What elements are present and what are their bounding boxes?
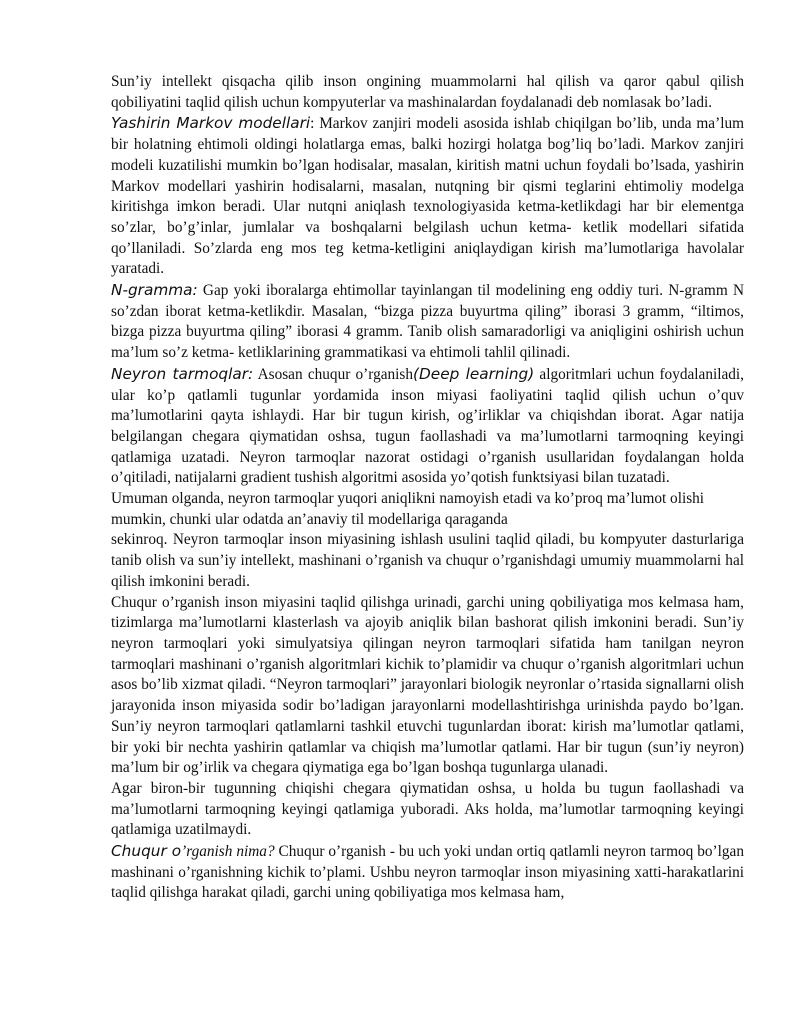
markov-paragraph [111,113,744,280]
intro-text: Sun’iy intellekt qisqacha qilib inson ongining muammolarni hal qilish va qaror qabul qilish qobiliyatini taqlid qilish uchun kompyuterlar va mashinalardan foydalanadi deb nomlasak bo’ladi. [111,73,744,111]
ngram-heading: N-gramma: [111,281,198,300]
deep-learning-paragraph [111,593,744,779]
general-paragraph [111,489,744,530]
what-is-deep-learning-paragraph [111,841,744,904]
deep-learning-term: (Deep learning) [413,364,535,383]
markov-text: : Markov zanjiri modeli asosida ishlab chiqilgan bo’lib, unda ma’lum bir holatning ehtimoli oldingi holatlarga emas, balki hozirgi holatga bog’liq bo’ladi. Markov zanjiri modeli kuzatilishi mumkin bo’lgan hodisalar, masalan, kiritish matni uchun foydali bo’lsada, yashirin Markov modellari yashirin hodisalarni, masalan, nutqning bir qismi teglarini ehtimoliy modelga kiritishga imkon beradi. Ular nutqni aniqlash texnologiyasida ketma-ketlikdagi har bir elementga so’zlar, bo’g’inlar, jumlalar va boshqalarni belgilash uchun ketma- ketlik modellari sifatida qo’llaniladi. So’zlarda eng mos teg ketma-ketligini aniqlaydigan kirish ma’lumotlariga havolalar yaratadi. [111,115,744,278]
what-is-heading-a: Chuqur o [111,842,182,861]
intro-paragraph [111,72,744,113]
neural-networks-paragraph [111,364,744,489]
general-text: Umuman olganda, neyron tarmoqlar yuqori aniqlikni namoyish etadi va ko’proq ma’lumot olishi mumkin, chunki ular odatda an’anaviy til modellariga qaraganda [111,490,705,528]
neural-networks-heading: Neyron tarmoqlar: [111,364,254,383]
neural-networks-text-b: algoritmlari uchun foydalaniladi, ular ko’p qatlamli tugunlar yordamida inson miyasi faoliyatini taqlid qilish uchun o’quv ma’lumotlarini qayta ishlaydi. Har bir tugun kirish, og’irliklar va chiqishdan iborat. Agar natija belgilangan chegara qiymatidan oshsa, tugun faollashadi va ma’lumotlarni tarmoqning keyingi qatlamiga uzatadi. Neyron tarmoqlar nazorat ostidagi o’rganish usullaridan foydalangan holda o’qitiladi, natijalarni gradient tushish algoritmi asosida yo’qotish funktsiyasi bilan tuzatadi. [111,365,744,487]
ngram-paragraph [111,280,744,364]
neural-networks-text-a: Asosan chuqur o’rganish [253,365,414,383]
what-is-heading-b: ’rganish nima? [181,843,275,861]
document-page [111,72,744,904]
ngram-text: Gap yoki iboralarga ehtimollar tayinlangan til modelining eng oddiy turi. N-gramm N so’zdan iborat ketma-ketlikdir. Masalan, “bizga pizza buyurtma qiling” iborasi 3 gramm, “iltimos, bizga pizza buyurtma qiling” iborasi 4 gramm. Tanib olish samaradorligi va aniqligini oshirish uchun ma’lum so’z ketma- ketliklarining grammatikasi va ehtimoli tahlil qilinadi. [111,282,744,362]
markov-heading: Yashirin Markov modellari [111,114,311,133]
threshold-text: Agar biron-bir tugunning chiqishi chegara qiymatidan oshsa, u holda bu tugun faollashadi va ma’lumotlarni tarmoqning keyingi qatlamiga yuboradi. Aks holda, ma’lumotlar tarmoqning keyingi qatlamiga uzatilmaydi. [111,779,744,839]
what-is-text: Chuqur o’rganish - bu uch yoki undan ortiq qatlamli neyron tarmoq bo’lgan mashinani o’rganishning kichik to’plami. Ushbu neyron tarmoqlar inson miyasining xatti-harakatlarini taqlid qilishga harakat qiladi, garchi uning qobiliyatiga mos kelmasa ham, [111,843,744,902]
slower-paragraph [111,530,744,592]
deep-learning-text: Chuqur o’rganish inson miyasini taqlid qilishga urinadi, garchi uning qobiliyatiga mos kelmasa ham, tizimlarga ma’lumotlarni klasterlash va ajoyib aniqlik bilan bashorat qilish imkonini beradi. Sun’iy neyron tarmoqlari yoki simulyatsiya qilingan neyron tarmoqlari sifatida ham tanilgan neyron tarmoqlari mashinani o’rganish algoritmlari kichik to’plamidir va chuqur o’rganish algoritmlari uchun asos bo’lib xizmat qiladi. “Neyron tarmoqlari” jarayonlari biologik neyronlar o’rtasida signallarni olish jarayonida inson miyasida sodir bo’ladigan jarayonlarni modellashtirishga urinishda paydo bo’lgan. Sun’iy neyron tarmoqlari qatlamlarni tashkil etuvchi tugunlardan iborat: kirish ma’lumotlar qatlami, bir yoki bir nechta yashirin qatlamlar va chiqish ma’lumotlar qatlami. Har bir tugun (sun’iy neyron) ma’lum bir og’irlik va chegara qiymatiga ega bo’lgan boshqa tugunlarga ulanadi. [111,593,744,777]
slower-text: sekinroq. Neyron tarmoqlar inson miyasining ishlash usulini taqlid qiladi, bu kompyuter dasturlariga tanib olish va sun’iy intellekt, mashinani o’rganish va chuqur o’rganishdagi umumiy muammolarni hal qilish imkonini beradi. [111,531,744,590]
threshold-paragraph [111,779,744,841]
